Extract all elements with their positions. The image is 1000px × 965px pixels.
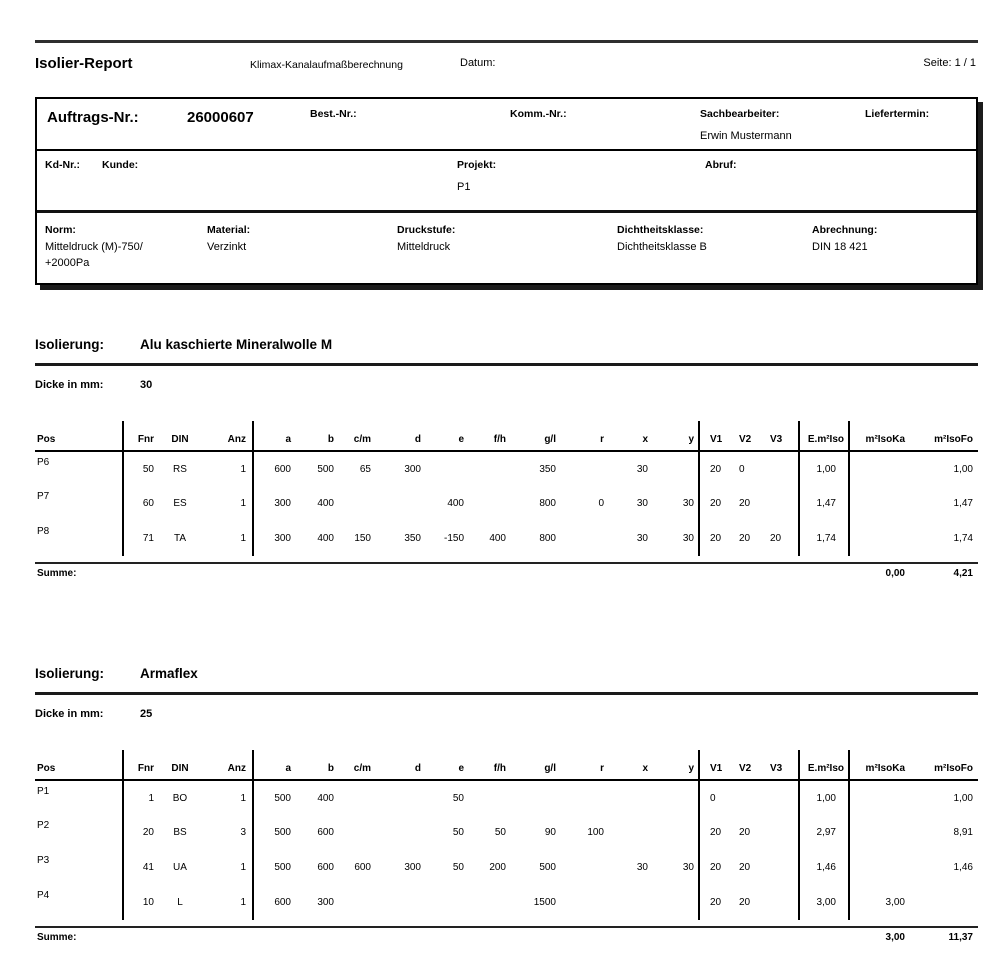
value-cell	[560, 850, 608, 885]
isolierung-heading	[35, 337, 978, 357]
value-cell: 90	[544, 827, 556, 838]
best-nr-label: Best.-Nr.:	[310, 108, 357, 120]
isolierung-value: Alu kaschierte Mineralwolle M	[140, 337, 333, 352]
value-cell: 3	[240, 827, 246, 838]
column-header-m-isoka: m²IsoKa	[849, 750, 907, 780]
value-cell: RS	[173, 463, 187, 475]
column-header-a: a	[253, 750, 295, 780]
value-cell: 300	[404, 862, 421, 873]
column-header-e-m-iso: E.m²Iso	[799, 421, 849, 451]
sachbearbeiter-value: Erwin Mustermann	[700, 130, 792, 142]
value-cell: 60	[123, 486, 160, 521]
value-cell: BO	[172, 792, 188, 804]
column-header-m-isoka: m²IsoKa	[849, 421, 907, 451]
summe-m2isoka: 3,00	[849, 927, 907, 951]
value-cell: L	[177, 897, 183, 908]
table-row	[35, 885, 978, 920]
dicke-label: Dicke in mm:	[35, 379, 104, 391]
value-cell	[762, 451, 799, 486]
column-header-anz: Anz	[200, 421, 253, 451]
column-header-r: r	[560, 750, 608, 780]
value-cell	[732, 780, 762, 815]
projekt-label: Projekt:	[457, 159, 497, 171]
column-header-v2: V2	[732, 421, 762, 451]
summe-m2isofo: 11,37	[907, 927, 978, 951]
summe-label: Summe:	[35, 563, 849, 587]
value-cell	[468, 780, 510, 815]
value-cell: 150	[354, 533, 371, 544]
summe-m2isofo: 4,21	[907, 563, 978, 587]
table-row	[35, 521, 978, 556]
value-cell	[375, 780, 425, 815]
value-cell: 600	[317, 827, 334, 838]
druckstufe-label: Druckstufe:	[397, 224, 456, 236]
value-cell: 500	[317, 463, 334, 475]
dicke-value: 25	[140, 708, 153, 720]
value-cell: 20	[699, 486, 732, 521]
column-header-m-isofo: m²IsoFo	[907, 421, 978, 451]
report-title: Isolier-Report	[35, 55, 133, 72]
value-cell	[608, 815, 652, 850]
value-cell: 1500	[533, 897, 556, 908]
value-cell: 300	[253, 486, 295, 521]
column-header-r: r	[560, 421, 608, 451]
value-cell	[338, 815, 375, 850]
value-cell	[762, 850, 799, 885]
value-cell	[849, 486, 907, 521]
projekt-value: P1	[457, 181, 471, 193]
druckstufe-value: Mitteldruck	[397, 241, 451, 253]
sachbearbeiter-label: Sachbearbeiter:	[700, 108, 780, 120]
column-header-b: b	[295, 750, 338, 780]
value-cell	[560, 885, 608, 920]
value-cell: BS	[173, 827, 187, 838]
value-cell	[652, 885, 699, 920]
dichtheitsklasse-label: Dichtheitsklasse:	[617, 224, 704, 236]
value-cell: 600	[253, 885, 295, 920]
column-header-v2: V2	[732, 750, 762, 780]
value-cell: ES	[173, 498, 187, 509]
column-header-fnr: Fnr	[123, 421, 160, 451]
auftrag-label: Auftrags-Nr.:	[47, 109, 139, 126]
value-cell	[762, 885, 799, 920]
value-cell: 1	[240, 862, 246, 873]
value-cell: 300	[253, 521, 295, 556]
pos-cell: P1	[37, 786, 50, 797]
value-cell	[652, 451, 699, 486]
value-cell: 1	[240, 792, 246, 804]
column-header-g-l: g/l	[510, 750, 560, 780]
value-cell: 30	[636, 862, 648, 873]
column-header-c-m: c/m	[338, 750, 375, 780]
value-cell: 20	[699, 451, 732, 486]
value-cell	[425, 451, 468, 486]
value-cell	[762, 486, 799, 521]
value-cell: 500	[253, 780, 295, 815]
value-cell: 50	[452, 827, 464, 838]
column-header-din: DIN	[160, 750, 200, 780]
value-cell: -150	[443, 533, 464, 544]
column-header-pos: Pos	[35, 750, 123, 780]
date-label: Datum:	[460, 57, 496, 69]
value-cell	[338, 885, 375, 920]
summe-label: Summe:	[35, 927, 849, 951]
value-cell: 400	[447, 498, 464, 509]
value-cell	[762, 815, 799, 850]
column-header-anz: Anz	[200, 750, 253, 780]
value-cell	[468, 885, 510, 920]
value-cell: 500	[253, 850, 295, 885]
value-cell: 600	[253, 451, 295, 486]
column-header-b: b	[295, 421, 338, 451]
column-header-d: d	[375, 750, 425, 780]
column-header-v3: V3	[762, 750, 799, 780]
header-row	[35, 421, 978, 451]
value-cell: 300	[404, 463, 421, 475]
value-cell: 3,00	[849, 885, 907, 920]
value-cell: 30	[636, 463, 648, 475]
insulation-section-armaflex	[35, 666, 978, 951]
isolierung-label: Isolierung:	[35, 666, 105, 681]
value-cell	[375, 885, 425, 920]
order-box-row-1	[37, 99, 976, 151]
value-cell: 1	[240, 533, 246, 544]
norm-value-line2: +2000Pa	[45, 257, 90, 269]
value-cell: 100	[587, 827, 604, 838]
table-body	[35, 451, 978, 556]
dicke-label: Dicke in mm:	[35, 708, 104, 720]
column-header-f-h: f/h	[468, 421, 510, 451]
table-row	[35, 486, 978, 521]
dicke-row	[35, 708, 978, 724]
value-cell: 1,74	[799, 521, 849, 556]
column-header-e: e	[425, 750, 468, 780]
page-number: Seite: 1 / 1	[923, 57, 976, 69]
abruf-label: Abruf:	[705, 159, 737, 171]
value-cell: UA	[173, 862, 187, 873]
value-cell: 600	[354, 862, 371, 873]
liefertermin-label: Liefertermin:	[865, 108, 930, 120]
value-cell	[849, 815, 907, 850]
value-cell: 50	[494, 827, 506, 838]
value-cell: 20	[699, 815, 732, 850]
value-cell: 20	[739, 827, 751, 838]
column-header-g-l: g/l	[510, 421, 560, 451]
value-cell: 1,46	[799, 850, 849, 885]
value-cell: 20	[739, 862, 751, 873]
value-cell: 30	[636, 533, 648, 544]
value-cell: 300	[317, 897, 334, 908]
value-cell	[762, 780, 799, 815]
abrechnung-label: Abrechnung:	[812, 224, 878, 236]
column-header-v1: V1	[699, 750, 732, 780]
pos-cell: P4	[37, 890, 50, 901]
column-header-e-m-iso: E.m²Iso	[799, 750, 849, 780]
value-cell	[652, 780, 699, 815]
value-cell: 3,00	[799, 885, 849, 920]
column-header-v3: V3	[762, 421, 799, 451]
value-cell: 65	[359, 463, 371, 475]
table-row	[35, 850, 978, 885]
measure-table-2	[35, 750, 978, 951]
measure-table-1	[35, 421, 978, 587]
insulation-section-mineralwolle	[35, 337, 978, 587]
value-cell: 1,47	[799, 486, 849, 521]
spacer-row	[35, 556, 978, 563]
value-cell: 20	[739, 897, 751, 908]
value-cell: 20	[699, 850, 732, 885]
value-cell: 0	[699, 780, 732, 815]
value-cell: 50	[452, 862, 464, 873]
column-header-c-m: c/m	[338, 421, 375, 451]
report-header	[35, 55, 978, 75]
value-cell: 1,74	[953, 533, 973, 544]
value-cell: 1,46	[953, 862, 973, 873]
value-cell: 0	[739, 463, 745, 475]
table-header	[35, 421, 978, 451]
norm-label: Norm:	[45, 224, 76, 236]
column-header-e: e	[425, 421, 468, 451]
spacer-row	[35, 920, 978, 927]
value-cell	[560, 521, 608, 556]
value-cell	[468, 486, 510, 521]
value-cell	[652, 815, 699, 850]
pos-cell: P7	[37, 491, 50, 502]
value-cell: 50	[123, 451, 160, 486]
value-cell	[375, 486, 425, 521]
value-cell: 20	[770, 533, 782, 544]
value-cell: 1,00	[799, 451, 849, 486]
table-header	[35, 750, 978, 780]
column-header-d: d	[375, 421, 425, 451]
value-cell: 0	[598, 498, 604, 509]
isolierung-label: Isolierung:	[35, 337, 105, 352]
dicke-value: 30	[140, 379, 153, 391]
header-row	[35, 750, 978, 780]
pos-cell: P8	[37, 526, 50, 537]
value-cell	[510, 780, 560, 815]
value-cell: 1	[123, 780, 160, 815]
column-header-x: x	[608, 750, 652, 780]
isolierung-value: Armaflex	[140, 666, 198, 681]
value-cell: 400	[317, 533, 334, 544]
column-header-fnr: Fnr	[123, 750, 160, 780]
value-cell: 200	[489, 862, 506, 873]
value-cell	[907, 885, 978, 920]
isolierung-heading	[35, 666, 978, 686]
value-cell: 800	[539, 533, 556, 544]
value-cell: 20	[699, 885, 732, 920]
dichtheitsklasse-value: Dichtheitsklasse B	[617, 241, 707, 253]
value-cell	[338, 780, 375, 815]
value-cell: 1,00	[953, 463, 973, 475]
value-cell: 30	[636, 498, 648, 509]
value-cell: 1,00	[953, 792, 973, 804]
order-box-row-2	[37, 151, 976, 213]
value-cell: 50	[452, 792, 464, 804]
table-row	[35, 451, 978, 486]
section-rule	[35, 363, 978, 366]
value-cell: 400	[489, 533, 506, 544]
value-cell: 400	[317, 498, 334, 509]
value-cell: 350	[539, 463, 556, 475]
material-value: Verzinkt	[207, 241, 247, 253]
pos-cell: P2	[37, 820, 50, 831]
pos-cell: P3	[37, 855, 50, 866]
value-cell	[608, 885, 652, 920]
value-cell	[425, 885, 468, 920]
value-cell: 2,97	[799, 815, 849, 850]
value-cell	[338, 486, 375, 521]
value-cell: 350	[404, 533, 421, 544]
value-cell	[468, 451, 510, 486]
dicke-row	[35, 379, 978, 395]
value-cell: 41	[123, 850, 160, 885]
auftrag-value: 26000607	[187, 109, 254, 126]
value-cell: 10	[123, 885, 160, 920]
table-body	[35, 780, 978, 920]
column-header-pos: Pos	[35, 421, 123, 451]
value-cell	[849, 780, 907, 815]
value-cell	[849, 850, 907, 885]
summe-m2isoka: 0,00	[849, 563, 907, 587]
order-box-row-3	[37, 216, 976, 283]
abrechnung-value: DIN 18 421	[812, 241, 868, 253]
value-cell: 30	[682, 862, 694, 873]
report-subtitle: Klimax-Kanalaufmaßberechnung	[250, 59, 403, 71]
top-rule	[35, 40, 978, 43]
value-cell: TA	[173, 533, 187, 544]
section-rule	[35, 692, 978, 695]
value-cell: 71	[123, 521, 160, 556]
value-cell: 500	[539, 862, 556, 873]
table-row	[35, 815, 978, 850]
value-cell	[560, 780, 608, 815]
value-cell: 30	[682, 533, 694, 544]
value-cell: 1,00	[799, 780, 849, 815]
column-header-y: y	[652, 421, 699, 451]
value-cell: 20	[739, 498, 751, 509]
value-cell: 8,91	[953, 827, 973, 838]
column-header-x: x	[608, 421, 652, 451]
value-cell	[608, 780, 652, 815]
summe-row	[35, 563, 978, 587]
column-header-v1: V1	[699, 421, 732, 451]
value-cell	[375, 815, 425, 850]
value-cell: 800	[539, 498, 556, 509]
value-cell	[849, 451, 907, 486]
value-cell: 1	[240, 498, 246, 509]
table-row	[35, 780, 978, 815]
value-cell: 30	[682, 498, 694, 509]
value-cell: 600	[317, 862, 334, 873]
value-cell: 1,47	[953, 498, 973, 509]
kunde-label: Kunde:	[102, 159, 139, 171]
pos-cell: P6	[37, 457, 50, 468]
kd-nr-label: Kd-Nr.:	[45, 159, 80, 171]
column-header-f-h: f/h	[468, 750, 510, 780]
column-header-m-isofo: m²IsoFo	[907, 750, 978, 780]
value-cell: 1	[240, 463, 246, 475]
komm-nr-label: Komm.-Nr.:	[510, 108, 567, 120]
summe-row	[35, 927, 978, 951]
order-info-box	[35, 97, 978, 285]
norm-value-line1: Mitteldruck (M)-750/	[45, 241, 143, 253]
value-cell: 400	[317, 792, 334, 804]
value-cell	[849, 521, 907, 556]
column-header-din: DIN	[160, 421, 200, 451]
column-header-a: a	[253, 421, 295, 451]
value-cell	[560, 451, 608, 486]
value-cell: 20	[699, 521, 732, 556]
column-header-y: y	[652, 750, 699, 780]
value-cell: 20	[123, 815, 160, 850]
value-cell: 500	[253, 815, 295, 850]
value-cell: 1	[240, 897, 246, 908]
value-cell: 20	[739, 533, 751, 544]
material-label: Material:	[207, 224, 251, 236]
